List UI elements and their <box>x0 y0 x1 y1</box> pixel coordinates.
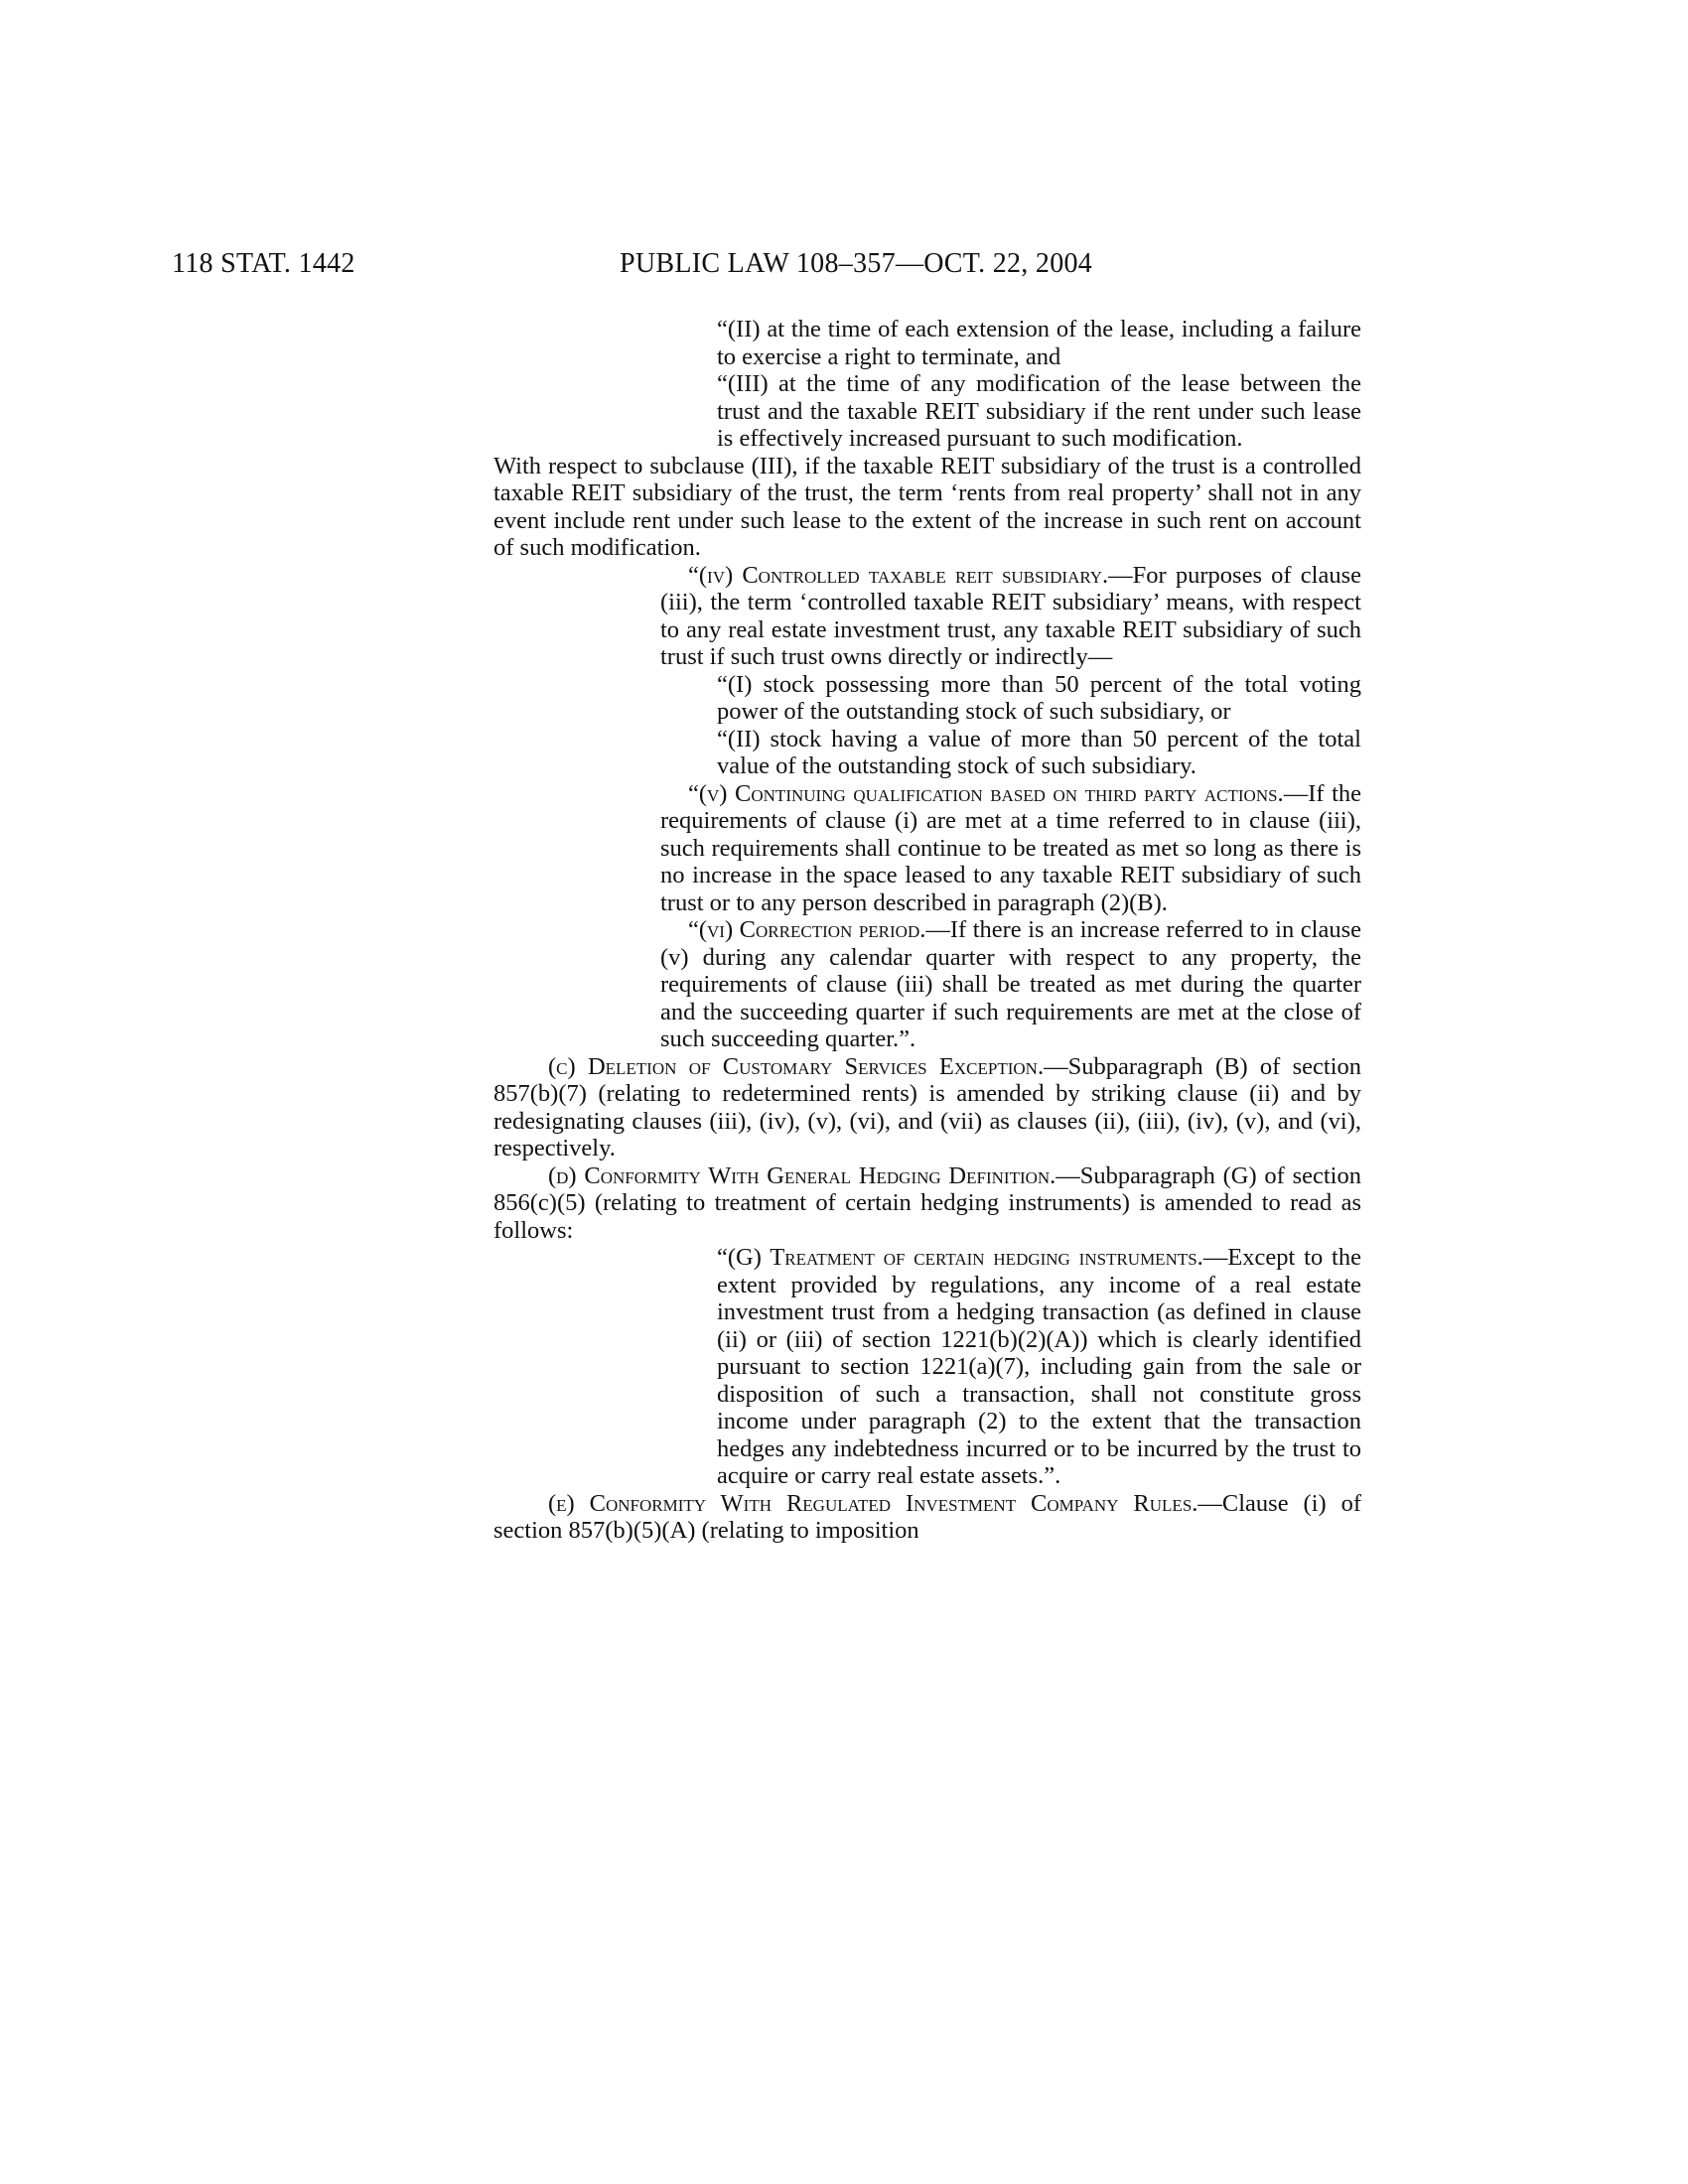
subclause-iii-paragraph: “(III) at the time of any modification of the lease between the trust and the taxable REIT subsidiary if the rent under such lease is effectively increased pursuant to such modification. <box>717 370 1361 452</box>
subsection-d-text: —Subparagraph (G) of section 856(c)(5) (relating to treatment of certain hedging instruments) is amended to read as follows: <box>493 1161 1361 1244</box>
page-header <box>0 248 1688 288</box>
clause-v-paragraph <box>493 780 1361 917</box>
clause-vi-paragraph <box>493 916 1361 1053</box>
subclause-ii-paragraph: “(II) at the time of each extension of the lease, including a failure to exercise a right to terminate, and <box>717 316 1361 370</box>
subparagraph-g-heading: “(G) Treatment of certain hedging instruments. <box>717 1244 1203 1271</box>
subsection-e-paragraph <box>493 1490 1361 1545</box>
subsection-d-heading: (d) Conformity With General Hedging Definition. <box>548 1161 1056 1189</box>
clause-iv-heading: “(iv) Controlled taxable reit subsidiary. <box>688 561 1109 589</box>
subparagraph-g-text: —Except to the extent provided by regulations, any income of a real estate investment trust from a hedging transaction (as defined in clause (ii) or (iii) of section 1221(b)(2)(A)) which is clearly identified pursuant to section 1221(a)(7), including gain from the sale or disposition of such a transaction, shall not constitute gross income under paragraph (2) to the extent that the transaction hedges any indebtedness incurred or to be incurred by the trust to acquire or carry real estate assets.”. <box>717 1244 1361 1489</box>
public-law-running-head: PUBLIC LAW 108–357—OCT. 22, 2004 <box>620 248 1093 279</box>
document-body <box>493 316 1361 1545</box>
subsection-e-text: —Clause (i) of section 857(b)(5)(A) (relating to imposition <box>493 1489 1362 1544</box>
subsection-d-paragraph <box>493 1162 1361 1245</box>
subsection-c-paragraph <box>493 1053 1361 1162</box>
flush-text-paragraph: With respect to subclause (III), if the taxable REIT subsidiary of the trust is a controlled taxable REIT subsidiary of the trust, the term ‘rents from real property’ shall not in any event include rent under such lease to the extent of the increase in such rent on account of such modification. <box>493 452 1361 561</box>
statute-page-reference: 118 STAT. 1442 <box>172 248 355 279</box>
subparagraph-g-paragraph <box>493 1244 1361 1490</box>
clause-vi-text: —If there is an increase referred to in clause (v) during any calendar quarter with respect to any property, the requirements of clause (iii) shall be treated as met during the quarter and the succeeding quarter if such requirements are met at the close of such succeeding quarter.”. <box>660 916 1361 1052</box>
clause-v-heading: “(v) Continuing qualification based on third party actions. <box>688 779 1284 807</box>
clause-v-text: —If the requirements of clause (i) are met at a time referred to in clause (iii), such requirements shall continue to be treated as met so long as there is no increase in the space leased to any taxable REIT subsidiary of such trust or to any person described in paragraph (2)(B). <box>660 779 1362 916</box>
clause-vi-heading: “(vi) Correction period. <box>688 916 926 943</box>
subclause-i-stock-paragraph: “(I) stock possessing more than 50 percent of the total voting power of the outstanding stock of such subsidiary, or <box>717 670 1361 725</box>
subclause-ii-stock-paragraph: “(II) stock having a value of more than 50 percent of the total value of the outstanding stock of such subsidiary. <box>717 725 1361 779</box>
subsection-c-heading: (c) Deletion of Customary Services Exception. <box>548 1052 1045 1080</box>
clause-iv-paragraph <box>493 562 1361 671</box>
clause-iv-text: —For purposes of clause (iii), the term ‘controlled taxable REIT subsidiary’ means, with respect to any real estate investment trust, any taxable REIT subsidiary of such trust if such trust owns directly or indirectly— <box>660 561 1361 670</box>
subsection-c-text: —Subparagraph (B) of section 857(b)(7) (relating to redetermined rents) is amended by striking clause (ii) and by redesignating clauses (iii), (iv), (v), (vi), and (vii) as clauses (ii), (iii), (iv), (v), and (vi), respectively. <box>493 1052 1362 1161</box>
subsection-e-heading: (e) Conformity With Regulated Investment Company Rules. <box>548 1489 1198 1517</box>
